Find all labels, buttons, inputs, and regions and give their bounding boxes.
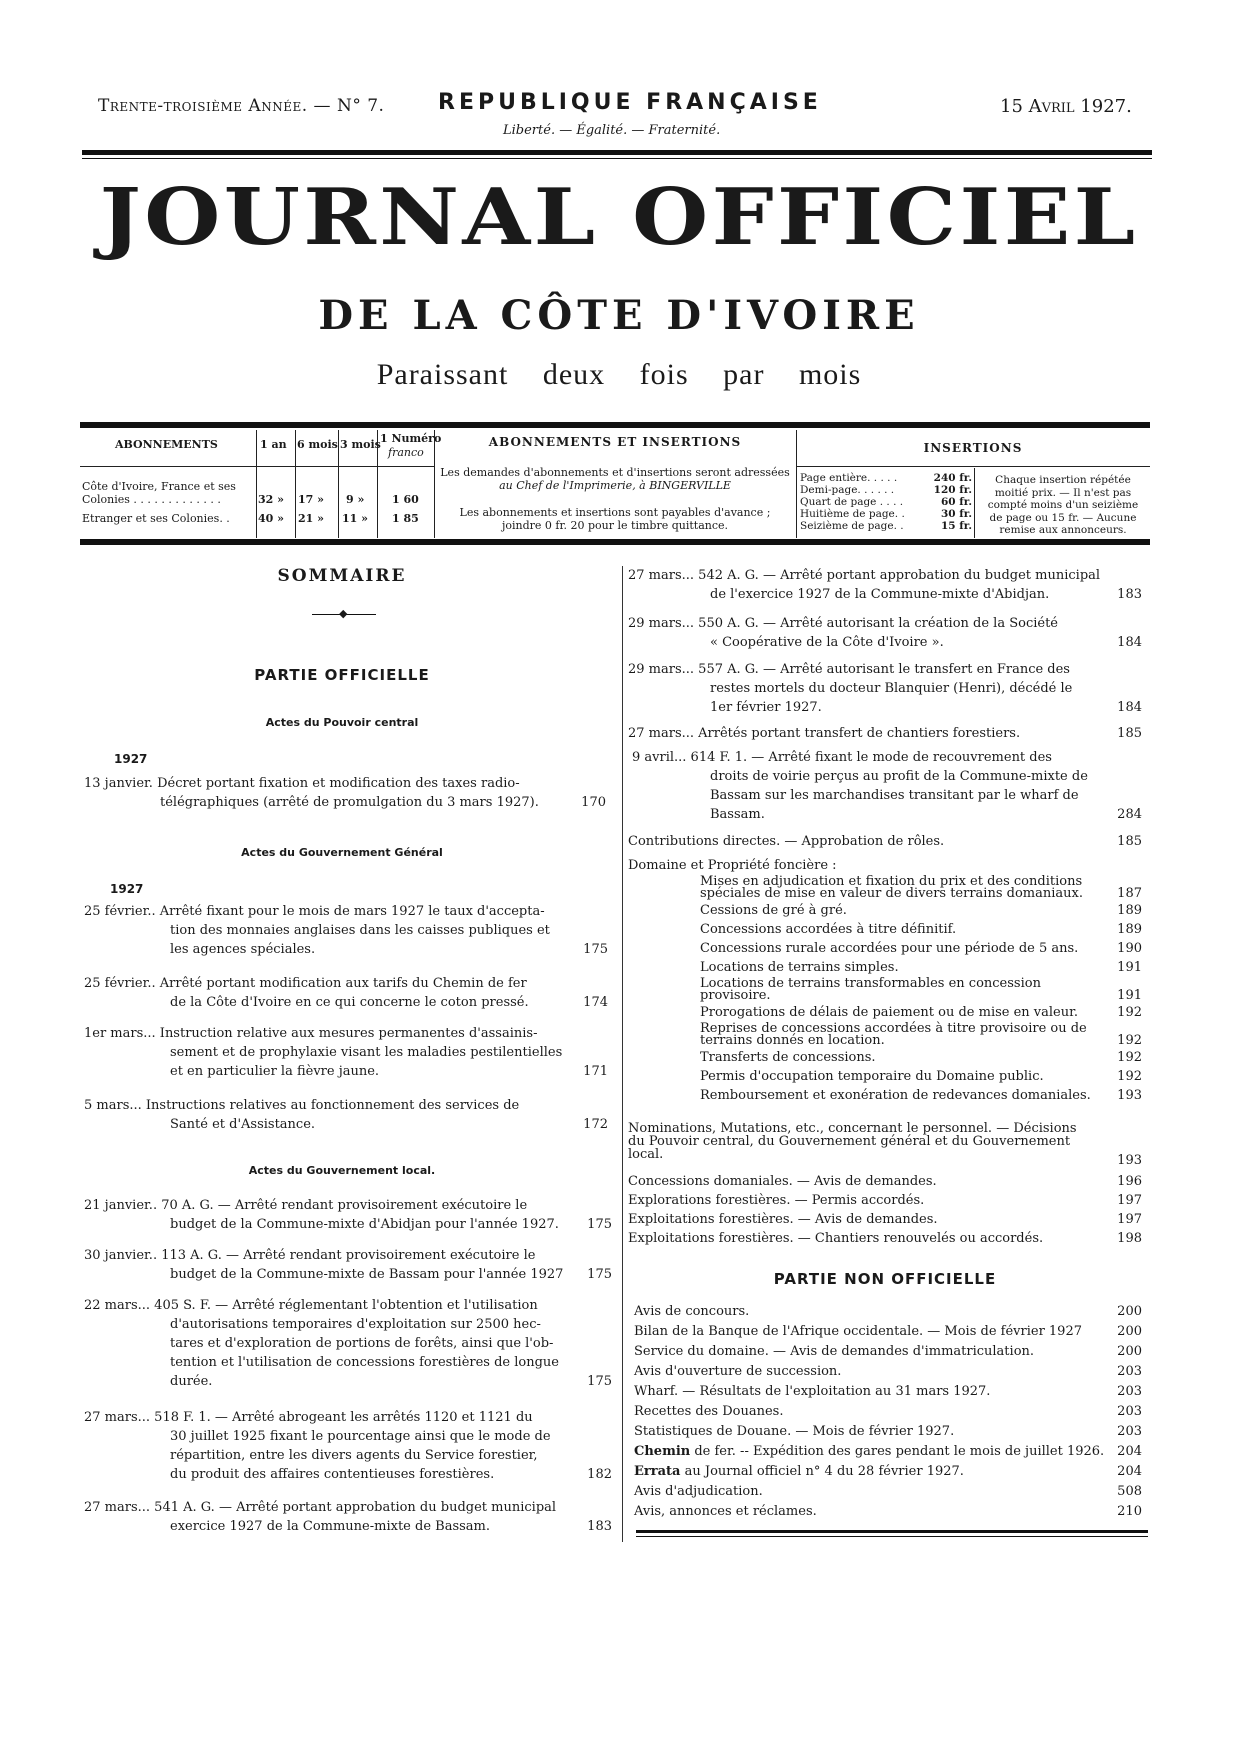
toc-list-item [628, 1172, 1142, 1191]
entry-line: répartition, entre les divers agents du Service forestier, [170, 1448, 538, 1463]
page-number: 191 [1117, 988, 1142, 1003]
mid-text-1: Les demandes d'abonnements et d'insertions seront adressées [440, 466, 790, 479]
insertion-note-line: moitié prix. — Il n'est pas [994, 486, 1132, 499]
page-number: 210 [1117, 1504, 1142, 1519]
sommaire-title: SOMMAIRE [277, 566, 407, 586]
item-text: Concessions accordées à titre définitif. [700, 922, 957, 937]
row2-numero: 1 85 [392, 512, 419, 525]
motto: Liberté. — Égalité. — Fraternité. [503, 123, 721, 138]
entry-line: télégraphiques (arrêté de promulgation du 3 mars 1927). [160, 795, 539, 810]
toc-list-item [634, 1342, 1142, 1362]
page-number: 200 [1117, 1344, 1142, 1359]
col-divider [434, 430, 435, 538]
row1-3mois: 9 » [346, 493, 365, 506]
col-divider [796, 430, 797, 538]
page-number: 171 [583, 1064, 608, 1079]
row2-3mois: 11 » [342, 512, 369, 525]
col-divider [974, 468, 975, 538]
toc-list-item [628, 1023, 1142, 1047]
actes-gouv-general-heading: Actes du Gouvernement Général [241, 846, 443, 859]
page-number: 198 [1117, 1231, 1142, 1246]
col-label-1an: 1 an [260, 438, 287, 451]
year-label: 1927 [114, 752, 148, 766]
table-top-rule [80, 422, 1150, 428]
page-number: 197 [1117, 1212, 1142, 1227]
toc-entry [628, 748, 1142, 824]
insertion-rate-label: Quart de page . . . . [800, 496, 904, 508]
item-text: Chemin de fer. -- Expédition des gares pendant le mois de juillet 1926. [634, 1444, 1105, 1459]
item-text: Locations de terrains transformables en concession provisoire. [700, 976, 1041, 1003]
item-text: Reprises de concessions accordées à titre provisoire ou de terrains donnés en location. [700, 1021, 1087, 1048]
toc-entry [628, 832, 1142, 851]
item-text: Explorations forestières. — Permis accordés. [628, 1193, 925, 1208]
page-number: 190 [1117, 941, 1142, 956]
toc-entry [84, 1498, 612, 1536]
item-text: Cessions de gré à gré. [700, 903, 847, 918]
page-number: 204 [1117, 1444, 1142, 1459]
item-text: Locations de terrains simples. [700, 960, 899, 975]
entry-line: 27 mars... 542 A. G. — Arrêté portant approbation du budget municipal [628, 568, 1101, 583]
item-text: Concessions rurale accordées pour une période de 5 ans. [700, 941, 1079, 956]
table-bottom-rule [80, 539, 1150, 545]
entry-line: 25 février.. Arrêté portant modification aux tarifs du Chemin de fer [84, 976, 527, 991]
entry-line: 27 mars... 541 A. G. — Arrêté portant approbation du budget municipal [84, 1500, 557, 1515]
header-rule-thin [82, 158, 1152, 159]
toc-entry [84, 1296, 612, 1391]
insertion-rate-row [800, 484, 972, 496]
page-number: 193 [1117, 1088, 1142, 1103]
entry-line: 29 mars... 550 A. G. — Arrêté autorisant la création de la Société [628, 616, 1059, 631]
toc-list-item [634, 1422, 1142, 1442]
page-number: 192 [1117, 1050, 1142, 1065]
insertion-rate-price: 30 fr. [940, 508, 972, 520]
entry-line: restes mortels du docteur Blanquier (Henri), décédé le [710, 681, 1073, 696]
entry-line: 22 mars... 405 S. F. — Arrêté réglementant l'obtention et l'utilisation [84, 1298, 538, 1313]
item-text: Remboursement et exonération de redevances domaniales. [700, 1088, 1091, 1103]
entry-line: tion des monnaies anglaises dans les caisses publiques et [170, 923, 550, 938]
page-number: 203 [1117, 1384, 1142, 1399]
insertion-rate-row [800, 496, 972, 508]
entry-line: durée. [170, 1374, 213, 1389]
journal-title: JOURNAL OFFICIEL [99, 172, 1139, 263]
entry-line: et en particulier la fièvre jaune. [170, 1064, 380, 1079]
toc-list-item [628, 1087, 1142, 1104]
entry-line: 27 mars... 518 F. 1. — Arrêté abrogeant les arrêtés 1120 et 1121 du [84, 1410, 533, 1425]
row1-1an: 32 » [258, 493, 285, 506]
page-number: 184 [1117, 635, 1142, 650]
issue-date: 15 Avril 1927. [1000, 96, 1132, 117]
toc-list-item [628, 1004, 1142, 1021]
toc-list-item [628, 1068, 1142, 1085]
col-divider [295, 430, 296, 538]
partie-officielle-heading: PARTIE OFFICIELLE [254, 666, 430, 684]
toc-list-item [628, 876, 1142, 900]
item-text: Wharf. — Résultats de l'exploitation au 31 mars 1927. [634, 1384, 991, 1399]
toc-entry [628, 1121, 1142, 1168]
insertion-rate-label: Demi-page. . . . . . [800, 484, 895, 496]
entry-line: les agences spéciales. [170, 942, 316, 957]
insertion-rate-row [800, 472, 972, 484]
entry-line: Santé et d'Assistance. [170, 1117, 316, 1132]
page-number: 172 [583, 1117, 608, 1132]
toc-list-item [634, 1402, 1142, 1422]
entry-line: sement et de prophylaxie visant les maladies pestilentielles [170, 1045, 563, 1060]
page-number: 200 [1117, 1324, 1142, 1339]
entry-line: droits de voirie perçus au profit de la Commune-mixte de [710, 769, 1088, 784]
page-number: 204 [1117, 1464, 1142, 1479]
entry-line: tention et l'utilisation de concessions forestières de longue [170, 1355, 559, 1370]
page-number: 200 [1117, 1304, 1142, 1319]
mid-text-2: au Chef de l'Imprimerie, à BINGERVILLE [499, 479, 731, 492]
mid-text-3: Les abonnements et insertions sont payables d'avance ; [459, 506, 771, 519]
insertion-rate-price: 240 fr. [933, 472, 972, 484]
entry-line: 27 mars... Arrêtés portant transfert de chantiers forestiers. [628, 726, 1021, 741]
journal-subtitle: DE LA CÔTE D'IVOIRE [318, 292, 920, 339]
toc-list-item [634, 1362, 1142, 1382]
entry-line: Bassam sur les marchandises transitant par le wharf de [710, 788, 1079, 803]
header-row-line [796, 466, 1150, 467]
closing-rule-thin [636, 1536, 1148, 1537]
entry-line: budget de la Commune-mixte de Bassam pour l'année 1927 [170, 1267, 564, 1282]
entry-line: 29 mars... 557 A. G. — Arrêté autorisant le transfert en France des [628, 662, 1070, 677]
item-text: Permis d'occupation temporaire du Domaine public. [700, 1069, 1044, 1084]
insertion-rates [800, 472, 972, 532]
toc-entry [628, 566, 1142, 604]
item-text: Concessions domaniales. — Avis de demandes. [628, 1174, 937, 1189]
toc-entry [84, 1096, 608, 1134]
item-text: Exploitations forestières. — Chantiers renouvelés ou accordés. [628, 1231, 1044, 1246]
page-number: 170 [581, 795, 606, 810]
entry-line: 9 avril... 614 F. 1. — Arrêté fixant le mode de recouvrement des [632, 750, 1052, 765]
entry-line: du Pouvoir central, du Gouvernement général et du Gouvernement [628, 1134, 1071, 1149]
entry-line: d'autorisations temporaires d'exploitation sur 2500 hec- [170, 1317, 541, 1332]
entry-line: Bassam. [710, 807, 765, 822]
page-number: 184 [1117, 700, 1142, 715]
insertion-rate-row [800, 508, 972, 520]
republic-heading: REPUBLIQUE FRANÇAISE [438, 90, 822, 115]
col-divider [338, 430, 339, 538]
item-text: Avis d'ouverture de succession. [634, 1364, 842, 1379]
page-number: 193 [1117, 1153, 1142, 1168]
actes-gouv-local-heading: Actes du Gouvernement local. [248, 1164, 436, 1177]
page-number: 192 [1117, 1069, 1142, 1084]
page-number: 203 [1117, 1424, 1142, 1439]
insertion-rate-row [800, 520, 972, 532]
entry-line: 21 janvier.. 70 A. G. — Arrêté rendant provisoirement exécutoire le [84, 1198, 528, 1213]
issue-info: Trente-troisième Année. — N° 7. [98, 96, 385, 116]
toc-list-item [634, 1322, 1142, 1342]
page-number: 197 [1117, 1193, 1142, 1208]
item-text: Mises en adjudication et fixation du prix et des conditions spéciales de mise en valeur de divers terrains domaniaux. [700, 874, 1083, 901]
page-number: 191 [1117, 960, 1142, 975]
insertion-note-line: de page ou 15 fr. — Aucune [989, 511, 1137, 524]
page-number: 196 [1117, 1174, 1142, 1189]
toc-entry [628, 724, 1142, 743]
toc-list-item [634, 1442, 1142, 1462]
row1-label-a: Côte d'Ivoire, France et ses [82, 480, 236, 493]
toc-entry [84, 1196, 612, 1234]
entry-line: 30 juillet 1925 fixant le pourcentage ainsi que le mode de [170, 1429, 551, 1444]
item-text: Transferts de concessions. [700, 1050, 876, 1065]
toc-entry [84, 1246, 612, 1284]
toc-list-item [634, 1302, 1142, 1322]
col-divider [256, 430, 257, 538]
page-number: 185 [1117, 726, 1142, 741]
row2-label: Etranger et ses Colonies. . [82, 512, 230, 525]
page-number: 192 [1117, 1033, 1142, 1048]
toc-entry [84, 974, 608, 1012]
entry-line: 30 janvier.. 113 A. G. — Arrêté rendant provisoirement exécutoire le [84, 1248, 536, 1263]
page-number: 203 [1117, 1404, 1142, 1419]
entry-line: de l'exercice 1927 de la Commune-mixte d'Abidjan. [710, 587, 1050, 602]
page-number: 203 [1117, 1364, 1142, 1379]
page-number: 175 [587, 1217, 612, 1232]
insertion-rate-price: 120 fr. [933, 484, 972, 496]
insertion-rate-price: 15 fr. [940, 520, 972, 532]
year-label: 1927 [110, 882, 144, 896]
entry-line: tares et d'exploration de portions de forêts, ainsi que l'ob- [170, 1336, 554, 1351]
entry-line: Nominations, Mutations, etc., concernant le personnel. — Décisions [628, 1121, 1077, 1136]
entry-line: budget de la Commune-mixte d'Abidjan pour l'année 1927. [170, 1217, 559, 1232]
toc-entry [84, 1408, 612, 1484]
toc-entry [628, 614, 1142, 652]
item-text: Avis, annonces et réclames. [634, 1504, 817, 1519]
toc-list-item [628, 959, 1142, 976]
ornament-diamond: ◆ [339, 607, 348, 620]
item-text: Recettes des Douanes. [634, 1404, 784, 1419]
col-label-abonnements: ABONNEMENTS [115, 438, 218, 451]
insertion-note [978, 474, 1148, 537]
entry-line: du produit des affaires contentieuses forestières. [170, 1467, 495, 1482]
closing-rule-thick [636, 1530, 1148, 1533]
toc-list-item [628, 1191, 1142, 1210]
tagline: Paraissant deux fois par mois [376, 358, 862, 391]
row1-numero: 1 60 [392, 493, 419, 506]
item-text: Prorogations de délais de paiement ou de mise en valeur. [700, 1005, 1079, 1020]
item-text: Bilan de la Banque de l'Afrique occidentale. — Mois de février 1927 [634, 1324, 1082, 1339]
insertion-rate-price: 60 fr. [940, 496, 972, 508]
col-label-3mois: 3 mois [340, 438, 381, 451]
page-number: 174 [583, 995, 608, 1010]
toc-list-item [634, 1462, 1142, 1482]
item-text: Exploitations forestières. — Avis de demandes. [628, 1212, 938, 1227]
insertion-note-line: remise aux annonceurs. [999, 524, 1127, 536]
page-number: 183 [1117, 587, 1142, 602]
insertion-rate-label: Huitième de page. . [800, 508, 905, 520]
insertion-note-line: compté moins d'un seizième [987, 499, 1139, 511]
row1-6mois: 17 » [298, 493, 325, 506]
domaine-list [628, 876, 1142, 1106]
toc-list-item [628, 1049, 1142, 1066]
page-number: 183 [587, 1519, 612, 1534]
entry-line: 25 février.. Arrêté fixant pour le mois de mars 1927 le taux d'accepta- [84, 904, 545, 919]
toc-list-item [634, 1502, 1142, 1522]
entry-line: Contributions directes. — Approbation de rôles. [628, 834, 945, 849]
page-number: 284 [1117, 807, 1142, 822]
item-text: Service du domaine. — Avis de demandes d'immatriculation. [634, 1344, 1035, 1359]
toc-entry [84, 902, 608, 959]
toc-list-item [628, 1229, 1142, 1248]
actes-pouvoir-central-heading: Actes du Pouvoir central [265, 716, 419, 729]
entry-line: de la Côte d'Ivoire en ce qui concerne le coton pressé. [170, 995, 529, 1010]
non-officielle-list [634, 1302, 1142, 1522]
entry-line: 1er février 1927. [710, 700, 822, 715]
toc-list-item [634, 1382, 1142, 1402]
column-divider [622, 566, 623, 1542]
toc-list-item [628, 902, 1142, 919]
entry-line: 13 janvier. Décret portant fixation et modification des taxes radio- [84, 776, 520, 791]
toc-list-item [628, 978, 1142, 1002]
page-number: 187 [1117, 886, 1142, 901]
insertion-rate-label: Seizième de page. . [800, 520, 904, 532]
toc-list-item [634, 1482, 1142, 1502]
entry-line: 1er mars... Instruction relative aux mesures permanentes d'assainis- [84, 1026, 538, 1041]
page-number: 185 [1117, 834, 1142, 849]
page-number: 175 [587, 1267, 612, 1282]
mid-title: ABONNEMENTS ET INSERTIONS [488, 435, 742, 449]
page-number: 192 [1117, 1005, 1142, 1020]
page-number: 175 [587, 1374, 612, 1389]
row2-6mois: 21 » [298, 512, 325, 525]
page-number: 189 [1117, 922, 1142, 937]
col-label-6mois: 6 mois [297, 438, 338, 451]
item-text: Errata au Journal officiel n° 4 du 28 février 1927. [634, 1464, 964, 1479]
header-rule-thick [82, 150, 1152, 155]
toc-entry [84, 774, 606, 812]
page-number: 508 [1117, 1484, 1142, 1499]
insertions-title: INSERTIONS [923, 441, 1023, 455]
item-text: Statistiques de Douane. — Mois de février 1927. [634, 1424, 955, 1439]
insertion-note-line: Chaque insertion répétée [995, 474, 1131, 486]
col-label-franco: franco [388, 446, 424, 459]
row2-1an: 40 » [258, 512, 285, 525]
domaine-heading: Domaine et Propriété foncière : [628, 858, 837, 873]
col-label-numero: 1 Numéro [380, 432, 442, 445]
toc-list-item [628, 1210, 1142, 1229]
item-text: Avis d'adjudication. [634, 1484, 763, 1499]
toc-list-item [628, 940, 1142, 957]
partie-non-officielle-heading: PARTIE NON OFFICIELLE [773, 1270, 997, 1288]
page-number: 182 [587, 1467, 612, 1482]
entry-line: 5 mars... Instructions relatives au fonctionnement des services de [84, 1098, 520, 1113]
entry-line: « Coopérative de la Côte d'Ivoire ». [710, 635, 944, 650]
item-text: Avis de concours. [634, 1304, 750, 1319]
entry-line: exercice 1927 de la Commune-mixte de Bassam. [170, 1519, 491, 1534]
misc-list [628, 1172, 1142, 1248]
row1-label-b: Colonies . . . . . . . . . . . . . [82, 493, 221, 506]
mid-text-4: joindre 0 fr. 20 pour le timbre quittance. [501, 519, 729, 532]
insertion-rate-label: Page entière. . . . . [800, 472, 898, 484]
toc-list-item [628, 921, 1142, 938]
entry-line: local. [628, 1147, 664, 1162]
toc-entry [628, 660, 1142, 717]
toc-entry [84, 1024, 608, 1081]
page-number: 189 [1117, 903, 1142, 918]
header-row-line [80, 466, 434, 467]
page-number: 175 [583, 942, 608, 957]
